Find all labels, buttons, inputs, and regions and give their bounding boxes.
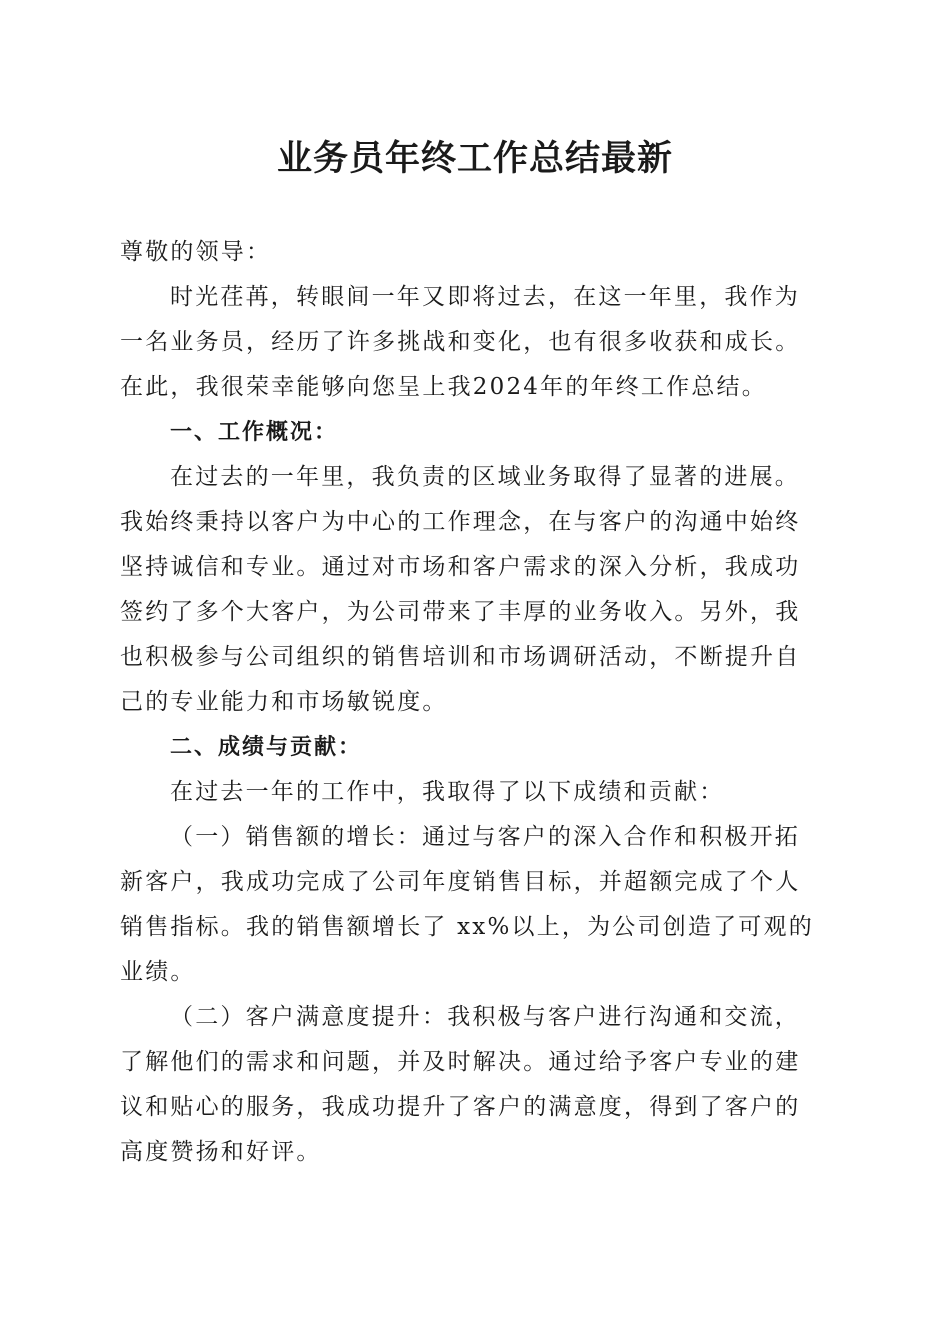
paragraph-line: 时光荏苒，转眼间一年又即将过去，在这一年里，我作为 xyxy=(170,284,800,310)
paragraph-line: 签约了多个大客户，为公司带来了丰厚的业务收入。另外，我 xyxy=(120,599,801,625)
paragraph-line: 销售指标。我的销售额增长了 xx%以上，为公司创造了可观的 xyxy=(120,914,814,940)
paragraph-line: 高度赞扬和好评。 xyxy=(120,1139,322,1165)
paragraph-line: 业绩。 xyxy=(120,959,196,985)
document-body xyxy=(120,230,830,1175)
paragraph-line: 一名业务员，经历了许多挑战和变化，也有很多收获和成长。 xyxy=(120,329,801,355)
paragraph-line: 坚持诚信和专业。通过对市场和客户需求的深入分析，我成功 xyxy=(120,554,801,580)
paragraph-line: 新客户，我成功完成了公司年度销售目标，并超额完成了个人 xyxy=(120,869,801,895)
paragraph-line: 我始终秉持以客户为中心的工作理念，在与客户的沟通中始终 xyxy=(120,509,801,535)
paragraph-line: （一）销售额的增长：通过与客户的深入合作和积极开拓 xyxy=(170,824,800,850)
section-heading-achievements: 二、成绩与贡献： xyxy=(170,735,363,760)
paragraph-line: 在此，我很荣幸能够向您呈上我2024年的年终工作总结。 xyxy=(120,374,767,400)
paragraph-line: 议和贴心的服务，我成功提升了客户的满意度，得到了客户的 xyxy=(120,1094,801,1120)
paragraph-line: 在过去的一年里，我负责的区域业务取得了显著的进展。 xyxy=(170,464,800,490)
salutation-line: 尊敬的领导： xyxy=(120,239,272,265)
paragraph-line: 己的专业能力和市场敏锐度。 xyxy=(120,689,448,715)
section-heading-work-overview: 一、工作概况： xyxy=(170,420,339,445)
paragraph-line: （二）客户满意度提升：我积极与客户进行沟通和交流， xyxy=(170,1004,800,1030)
paragraph-line: 在过去一年的工作中，我取得了以下成绩和贡献： xyxy=(170,779,725,805)
paragraph-line: 也积极参与公司组织的销售培训和市场调研活动，不断提升自 xyxy=(120,644,801,670)
document-title: 业务员年终工作总结最新 xyxy=(276,138,673,179)
paragraph-line: 了解他们的需求和问题，并及时解决。通过给予客户专业的建 xyxy=(120,1049,801,1075)
